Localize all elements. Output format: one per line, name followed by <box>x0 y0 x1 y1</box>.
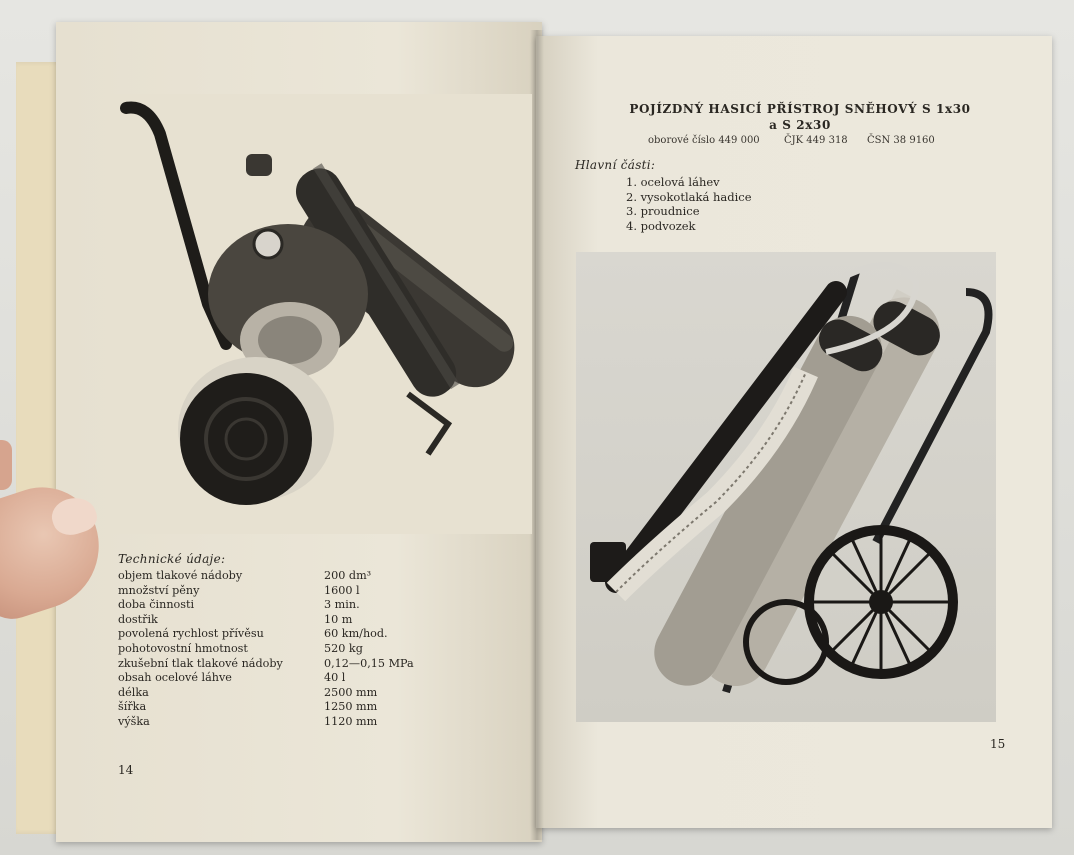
spec-row <box>118 642 438 657</box>
spec-row <box>118 700 438 715</box>
spec-row <box>118 627 438 642</box>
spec-label: šířka <box>118 700 147 714</box>
list-item: 2. vysokotlaká hadice <box>626 189 752 204</box>
spec-label: zkušební tlak tlakové nádoby <box>118 656 283 670</box>
code-oborove: oborové číslo 449 000 <box>648 135 760 146</box>
spec-value: 200 dm³ <box>324 569 372 582</box>
spec-value: 1250 mm <box>324 700 378 714</box>
page-number-right: 15 <box>990 737 1006 751</box>
spec-heading: Technické údaje: <box>118 552 226 566</box>
spec-label: délka <box>118 685 149 699</box>
code-csn: ČSN 38 9160 <box>867 135 935 146</box>
spec-value: 520 kg <box>324 641 363 655</box>
spec-row <box>118 584 438 599</box>
spec-row <box>118 686 438 701</box>
parts-list <box>626 175 752 233</box>
spec-label: povolená rychlost přívěsu <box>118 627 264 641</box>
spec-label: pohotovostní hmotnost <box>118 641 248 655</box>
book-gutter <box>530 30 544 840</box>
code-cjk: ČJK 449 318 <box>784 135 848 146</box>
spec-row <box>118 613 438 628</box>
extinguisher-photo-right <box>576 252 996 722</box>
spec-label: množství pěny <box>118 583 200 597</box>
spec-row <box>118 657 438 672</box>
page-number-left: 14 <box>118 763 134 777</box>
spec-value: 1120 mm <box>324 714 378 728</box>
spec-value: 60 km/hod. <box>324 627 388 641</box>
list-item: 3. proudnice <box>626 204 700 218</box>
spec-label: dostřik <box>118 612 158 626</box>
list-item: 4. podvozek <box>626 218 696 233</box>
spec-row <box>118 598 438 613</box>
spec-row <box>118 671 438 686</box>
spec-value: 10 m <box>324 612 353 626</box>
spec-row <box>118 715 438 730</box>
parts-heading: Hlavní části: <box>575 158 656 172</box>
finger <box>0 440 12 490</box>
spec-label: obsah ocelové láhve <box>118 671 232 685</box>
spec-value: 3 min. <box>324 598 360 612</box>
spec-label: výška <box>118 714 150 728</box>
spec-value: 2500 mm <box>324 685 378 699</box>
page-subtitle: a S 2x30 <box>769 118 831 132</box>
spec-value: 1600 l <box>324 583 360 597</box>
page-title: POJÍZDNÝ HASICÍ PŘÍSTROJ SNĚHOVÝ S 1x30 <box>629 102 971 116</box>
spec-list <box>118 569 438 730</box>
spec-label: objem tlakové nádoby <box>118 569 243 582</box>
extinguisher-photo-left <box>108 94 532 534</box>
spec-row <box>118 569 438 584</box>
spec-value: 0,12—0,15 MPa <box>324 656 414 670</box>
spec-label: doba činnosti <box>118 598 195 612</box>
list-item: 1. ocelová láhev <box>626 175 720 189</box>
spec-value: 40 l <box>324 671 346 685</box>
